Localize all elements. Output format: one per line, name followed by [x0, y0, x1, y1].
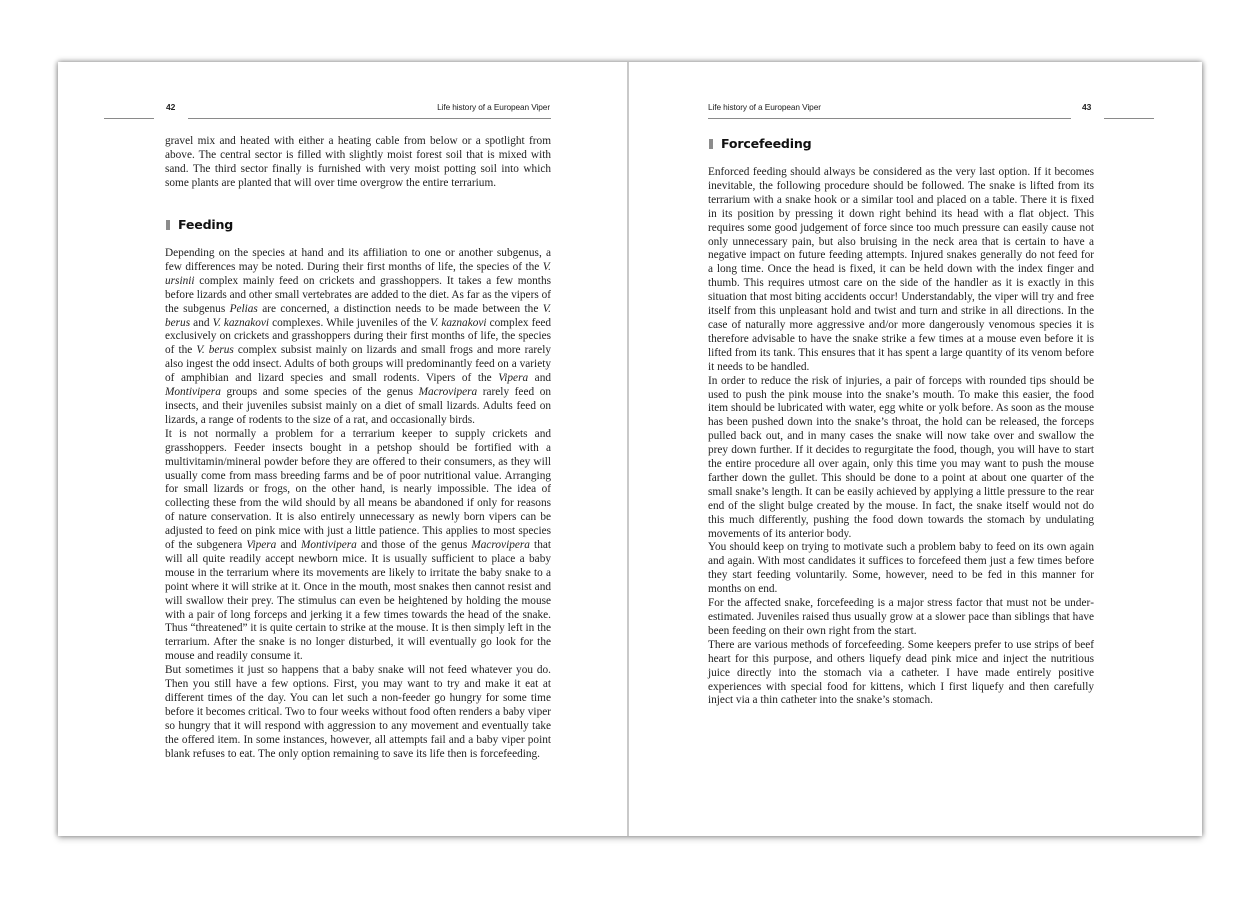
text-run: rarely feed on insects, and their juveniles subsist mainly on a diet of small lizards. Adults feed on lizards, a range of rodents to the size of a rat, and occasionally birds.: [165, 386, 551, 426]
text-run: complexes. While juveniles of the: [269, 316, 431, 329]
paragraph: [165, 664, 551, 761]
text-run: complex subsist mainly on lizards and small frogs and more rarely also ingest the odd insect. Adults of both groups will predominantly feed on a variety of amphibian and lizard species and small rodents. Vipers of the: [165, 344, 551, 385]
margin-rule-right: [1104, 118, 1154, 119]
paragraph: [165, 428, 551, 664]
text-run: But sometimes it just so happens that a baby snake will not feed whatever you do. Then you still have a few options. First, you may want to try and make it eat at different times of the day. You can let such a non-feeder go hungry for some time before it becomes critical. Two to four weeks without food often renders a baby viper so hungry that it will respond with aggression to any movement and eventually take the offered item. In some instances, however, all attempts fail and a baby viper point blank refuses to eat. The only option remaining to save its life then is forcefeeding.: [165, 664, 551, 760]
book-spread: [58, 62, 1202, 836]
header-rule: [708, 118, 1071, 119]
body-text: [708, 166, 1094, 708]
text-run: and: [528, 372, 551, 385]
taxon-name: Macrovipera: [418, 386, 478, 399]
header-rule: [188, 118, 551, 119]
paragraph: [165, 247, 551, 428]
taxon-name: Vipera: [498, 372, 529, 385]
heading-marker-icon: [709, 139, 713, 149]
text-run: groups and some species of the genus: [220, 386, 419, 399]
paragraph: gravel mix and heated with either a heating cable from below or a spotlight from above. The central sector is filled with slightly moist forest soil that is mixed with sand. The third sector finally is furnished with very moist potting soil into which some plants are planted that will over time overgrow the entire terrarium.: [165, 135, 551, 189]
page-number: 42: [166, 102, 176, 112]
left-page: [58, 62, 627, 836]
text-run: It is not normally a problem for a terrarium keeper to supply crickets and grasshoppers. Feeder insects bought in a petshop should be fortified with a multivitamin/mineral powder before they are offered to their consumers, as they will usually come from mass breeding farms and be of poor nutritional value. Arranging for small lizards or frogs, on the other hand, is nearly impossible. The idea of collecting these from the wild should by all means be abandoned if only for reasons of nature conservation. It is also entirely unnecessary as newly born vipers can be adjusted to feed on pink mice with just a little patience. This applies to most species of the subgenera: [165, 427, 551, 552]
body-text: [165, 247, 551, 762]
running-head: Life history of a European Viper: [708, 102, 821, 112]
taxon-name: V. berus: [165, 302, 551, 329]
page-number: 43: [1082, 102, 1092, 112]
text-run: complex mainly feed on crickets and grasshoppers. It takes a few months before lizards and other small vertebrates are added to the diet. As far as the vipers of the subgenus: [165, 274, 551, 315]
section-heading: [166, 217, 233, 232]
taxon-name: V. kaznakovi: [430, 316, 487, 329]
heading-marker-icon: [166, 220, 170, 230]
section-heading: [709, 136, 811, 151]
taxon-name: V. ursinii: [165, 260, 551, 287]
taxon-name: Macrovipera: [471, 539, 530, 552]
heading-text: Feeding: [178, 217, 234, 232]
text-run: and: [190, 316, 213, 329]
taxon-name: Pelias: [229, 302, 258, 315]
taxon-name: Montivipera: [165, 386, 221, 399]
paragraph: You should keep on trying to motivate such a problem baby to feed on its own again and again. With most candidates it suffices to forcefeed them just a few times before they start feeding voluntarily. Some, however, need to be fed in this manner for months on end.: [708, 541, 1094, 596]
taxon-name: V. berus: [196, 344, 234, 357]
text-run: Depending on the species at hand and its affiliation to one or another subgenus, a few differences may be noted. During their first months of life, the species of the: [165, 247, 551, 273]
taxon-name: V. kaznakovi: [212, 316, 270, 329]
paragraph: Enforced feeding should always be considered as the very last option. If it becomes inevitable, the following procedure should be followed. The snake is lifted from its terrarium with a snake hook or a similar tool and placed on a table. There it is fixed in its position by pressing it down right behind its head with a flat object. This requires some good judgement of force since too much pressure can easily cause not only unnecessary pain, but also bruising in the neck area that is certain to have a negative impact on future feeding attempts. Injured snakes generally do not feed for a long time. Once the head is fixed, it can be held down with the index finger and thumb. This requires utmost care on the side of the handler as it is exactly in this situation that most biting accidents occur! Understandably, the viper will try and free itself from this unpleasant hold and twist and turn and strike in all directions. In the case of naturally more aggressive and/or more dangerously venomous species it is therefore advisable to have the snake strike a few times at a mouse even before it is lifted from its tank. This ensures that it has spent a large quantity of its venom before it needs to be handled.: [708, 166, 1094, 373]
running-head: Life history of a European Viper: [437, 102, 550, 112]
paragraph: There are various methods of forcefeeding. Some keepers prefer to use strips of beef heart for this purpose, and others liquefy dead pink mice and inject the nutritious juice directly into the stomach via a catheter. I have made entirely positive experiences with special food for kittens, which I first liquefy and then carefully inject via a thin catheter into the snake’s stomach.: [708, 638, 1094, 707]
taxon-name: Montivipera: [300, 539, 357, 552]
heading-text: Forcefeeding: [721, 136, 812, 151]
paragraph: For the affected snake, forcefeeding is a major stress factor that must not be underestimated. Juveniles raised thus usually grow at a slower pace than siblings that have been feeding on their own right from the start.: [708, 597, 1094, 637]
right-page: [629, 62, 1202, 836]
text-run: are concerned, a distinction needs to be made between the: [257, 302, 543, 315]
text-run: complex feed exclusively on crickets and grasshoppers during their first months of life, the species of the: [165, 316, 552, 357]
intro-text: [165, 135, 551, 191]
taxon-name: Vipera: [246, 539, 277, 552]
paragraph: In order to reduce the risk of injuries, a pair of forceps with rounded tips should be used to push the pink mouse into the snake’s mouth. To make this easier, the food item should be lubricated with water, egg white or yolk before. As soon as the mouse has been pushed down into the snake’s throat, the hold can be released, the forceps pulled back out, and in many cases the snake will now take over and swallow the prey down further. If it decides to regurgitate the food, though, you will have to start the entire procedure all over again, only this time you may want to push the mouse farther down the gullet. This should be done to a point at about one quarter of the small snake’s length. It can be easily achieved by applying a little pressure to the rear end of the slight bulge created by the mouse. In fact, the snake itself would not do this much differently, pushing the food down towards the stomach by undulating movements of its anterior body.: [708, 374, 1094, 540]
text-run: and those of the genus: [356, 539, 472, 552]
text-run: and: [276, 539, 301, 552]
text-run: that will all quite readily accept newborn mice. It is usually sufficient to place a baby mouse in the terrarium where its movements are likely to irritate the baby snake to a point where it will strike at it. Once in the mouth, most snakes then cannot resist and will swallow their prey. The stimulus can even be heightened by holding the mouse with a pair of long forceps and jerking it a few times towards the head of the snake. Thus “threatened” it is quite certain to strike at the mouse. It is then simply left in the terrarium. After the snake is no longer disturbed, it will eventually go look for the mouse and readily consume it.: [165, 539, 551, 663]
margin-rule-left: [104, 118, 154, 119]
